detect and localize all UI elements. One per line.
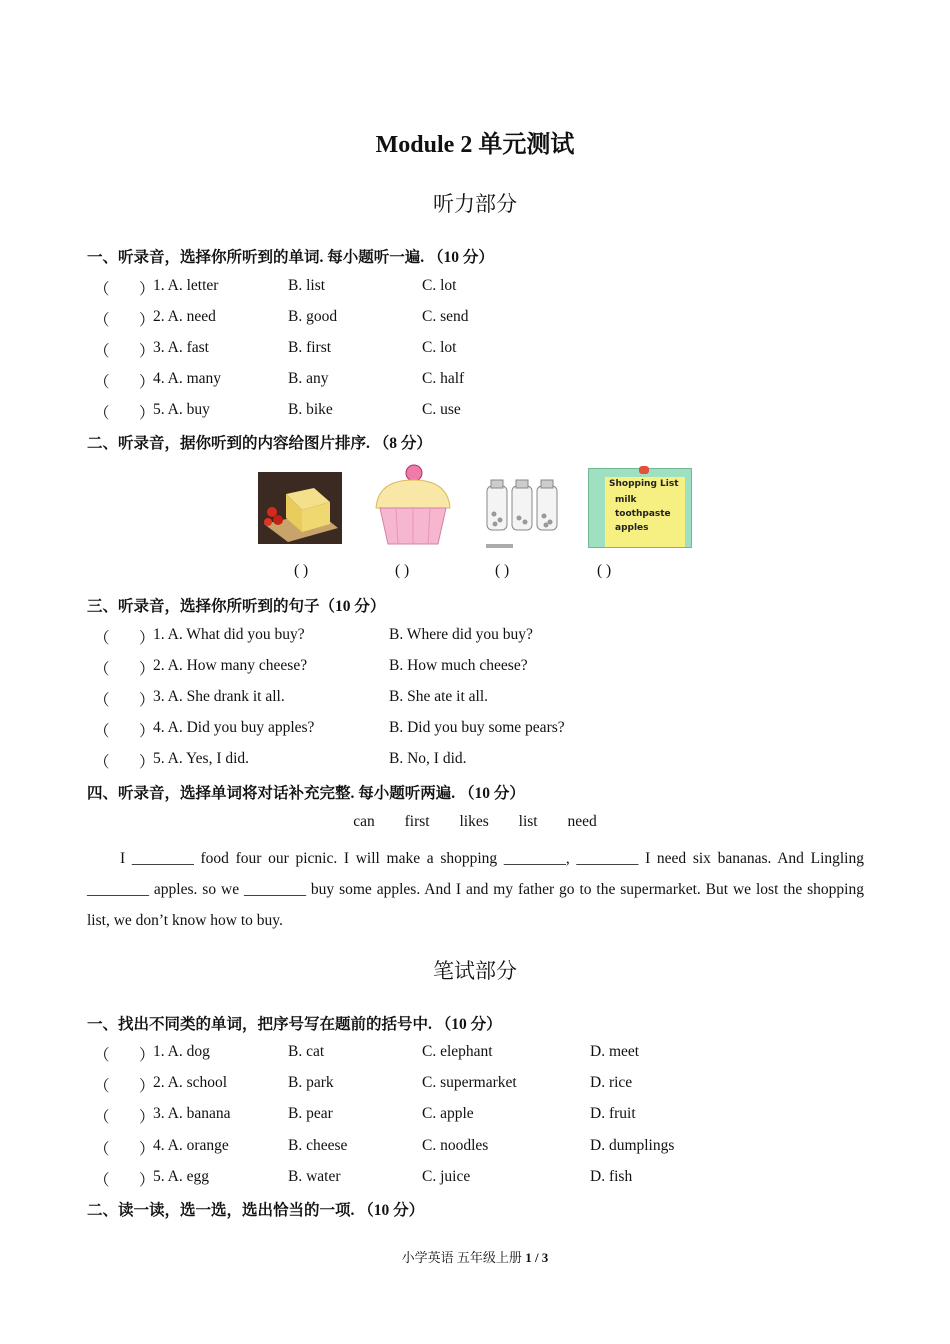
option-b: B. good bbox=[288, 308, 338, 325]
question-row bbox=[94, 401, 894, 423]
pin-icon bbox=[639, 466, 649, 474]
answer-paren-open[interactable]: （ bbox=[94, 343, 110, 360]
option-a: 2. A. need bbox=[153, 308, 216, 325]
shopping-list-picture bbox=[588, 468, 692, 548]
option-c: C. noodles bbox=[422, 1137, 489, 1154]
answer-paren-open[interactable]: （ bbox=[94, 1078, 110, 1095]
picture-order-blank[interactable]: ( ) bbox=[294, 562, 309, 579]
option-a: 5. A. egg bbox=[153, 1168, 209, 1185]
answer-paren-close: ） bbox=[139, 692, 155, 709]
shopping-list-item: milk bbox=[615, 495, 637, 505]
word-bank-item: need bbox=[567, 813, 597, 830]
option-b: B. bike bbox=[288, 401, 333, 418]
option-d: D. rice bbox=[590, 1074, 633, 1091]
cupcake-picture bbox=[370, 464, 456, 553]
section-heading: 三、听录音，选择你所听到的句子（10 分） bbox=[87, 598, 386, 615]
cheese-picture bbox=[258, 472, 342, 549]
answer-paren-close: ） bbox=[139, 1172, 155, 1189]
question-row bbox=[94, 1043, 894, 1065]
answer-paren-open[interactable]: （ bbox=[94, 281, 110, 298]
answer-paren-open[interactable]: （ bbox=[94, 723, 110, 740]
option-a: 4. A. orange bbox=[153, 1137, 229, 1154]
answer-paren-open[interactable]: （ bbox=[94, 374, 110, 391]
answer-paren-close: ） bbox=[139, 630, 155, 647]
section-heading: 二、听录音，据你听到的内容给图片排序. （8 分） bbox=[87, 435, 432, 452]
option-b: B. any bbox=[288, 370, 329, 387]
page-number: 1 / 3 bbox=[525, 1250, 549, 1265]
question-row bbox=[94, 626, 894, 648]
question-row bbox=[94, 1105, 894, 1127]
answer-paren-close: ） bbox=[139, 754, 155, 771]
section-heading: 四、听录音，选择单词将对话补充完整. 每小题听两遍. （10 分） bbox=[87, 785, 525, 802]
answer-paren-open[interactable]: （ bbox=[94, 1172, 110, 1189]
question-row bbox=[94, 750, 894, 772]
option-d: D. dumplings bbox=[590, 1137, 675, 1154]
option-a: 2. A. How many cheese? bbox=[153, 657, 308, 674]
option-b: B. How much cheese? bbox=[389, 657, 528, 674]
answer-paren-open[interactable]: （ bbox=[94, 661, 110, 678]
answer-paren-close: ） bbox=[139, 1047, 155, 1064]
section-heading: 一、听录音，选择你所听到的单词. 每小题听一遍. （10 分） bbox=[87, 249, 494, 266]
option-b: B. Where did you buy? bbox=[389, 626, 533, 643]
cloze-passage: I ________ food four our picnic. I will make a shopping ________, ________ I need six bananas. And Lingling ________ apples. so we ________ buy some apples. And I and my father go to the supermarket. But we lost the shopping list, we don’t know how to buy. bbox=[87, 850, 864, 929]
option-d: D. fruit bbox=[590, 1105, 636, 1122]
shopping-list-item: apples bbox=[615, 523, 649, 533]
answer-paren-open[interactable]: （ bbox=[94, 1141, 110, 1158]
answer-paren-close: ） bbox=[139, 343, 155, 360]
word-bank bbox=[0, 813, 950, 831]
writing-part-title: 笔试部分 bbox=[433, 959, 517, 983]
picture-order-blank[interactable]: ( ) bbox=[395, 562, 410, 579]
option-b: B. She ate it all. bbox=[389, 688, 489, 705]
answer-paren-open[interactable]: （ bbox=[94, 312, 110, 329]
option-a: 4. A. many bbox=[153, 370, 222, 387]
option-c: C. lot bbox=[422, 339, 457, 356]
question-row bbox=[94, 277, 894, 299]
answer-paren-close: ） bbox=[139, 1141, 155, 1158]
question-row bbox=[94, 657, 894, 679]
page-footer bbox=[0, 1247, 950, 1266]
option-b: B. No, I did. bbox=[389, 750, 467, 767]
option-d: D. fish bbox=[590, 1168, 633, 1185]
question-row bbox=[94, 1137, 894, 1159]
question-row bbox=[94, 1168, 894, 1190]
section-heading: 二、读一读，选一选，选出恰当的一项. （10 分） bbox=[87, 1202, 425, 1219]
answer-paren-close: ） bbox=[139, 661, 155, 678]
answer-paren-close: ） bbox=[139, 281, 155, 298]
shopping-list-title: Shopping List bbox=[609, 479, 679, 489]
option-b: B. pear bbox=[288, 1105, 333, 1122]
option-a: 3. A. She drank it all. bbox=[153, 688, 285, 705]
option-c: C. half bbox=[422, 370, 465, 387]
page-title: Module 2 单元测试 bbox=[375, 132, 575, 158]
option-b: B. cheese bbox=[288, 1137, 348, 1154]
answer-paren-open[interactable]: （ bbox=[94, 405, 110, 422]
answer-paren-open[interactable]: （ bbox=[94, 1047, 110, 1064]
option-a: 3. A. fast bbox=[153, 339, 209, 356]
answer-paren-open[interactable]: （ bbox=[94, 1109, 110, 1126]
option-a: 1. A. What did you buy? bbox=[153, 626, 305, 643]
jars-picture bbox=[485, 478, 559, 555]
option-b: B. cat bbox=[288, 1043, 325, 1060]
option-b: B. first bbox=[288, 339, 332, 356]
option-a: 5. A. Yes, I did. bbox=[153, 750, 250, 767]
option-c: C. juice bbox=[422, 1168, 471, 1185]
option-d: D. meet bbox=[590, 1043, 640, 1060]
word-bank-item: can bbox=[353, 813, 375, 830]
footer-text: 小学英语 五年级上册 bbox=[401, 1250, 526, 1265]
option-c: C. elephant bbox=[422, 1043, 493, 1060]
question-row bbox=[94, 1074, 894, 1096]
question-row bbox=[94, 308, 894, 330]
answer-paren-close: ） bbox=[139, 1109, 155, 1126]
answer-paren-open[interactable]: （ bbox=[94, 630, 110, 647]
question-row bbox=[94, 719, 894, 741]
answer-paren-close: ） bbox=[139, 405, 155, 422]
picture-order-blank[interactable]: ( ) bbox=[597, 562, 612, 579]
option-a: 5. A. buy bbox=[153, 401, 210, 418]
option-c: C. lot bbox=[422, 277, 457, 294]
word-bank-item: likes bbox=[459, 813, 489, 830]
option-c: C. use bbox=[422, 401, 461, 418]
question-row bbox=[94, 339, 894, 361]
option-c: C. apple bbox=[422, 1105, 474, 1122]
option-c: C. supermarket bbox=[422, 1074, 517, 1091]
word-bank-item: list bbox=[518, 813, 538, 830]
option-b: B. park bbox=[288, 1074, 334, 1091]
listening-part-title: 听力部分 bbox=[433, 192, 517, 216]
answer-paren-open[interactable]: （ bbox=[94, 692, 110, 709]
picture-order-blank[interactable]: ( ) bbox=[495, 562, 510, 579]
question-row bbox=[94, 688, 894, 710]
option-a: 4. A. Did you buy apples? bbox=[153, 719, 315, 736]
option-c: C. send bbox=[422, 308, 469, 325]
answer-paren-open[interactable]: （ bbox=[94, 754, 110, 771]
option-a: 1. A. dog bbox=[153, 1043, 210, 1060]
option-a: 3. A. banana bbox=[153, 1105, 231, 1122]
shopping-list-item: toothpaste bbox=[615, 509, 671, 519]
option-b: B. Did you buy some pears? bbox=[389, 719, 565, 736]
option-a: 1. A. letter bbox=[153, 277, 219, 294]
answer-paren-close: ） bbox=[139, 1078, 155, 1095]
section-heading: 一、找出不同类的单词，把序号写在题前的括号中. （10 分） bbox=[87, 1016, 502, 1033]
answer-paren-close: ） bbox=[139, 312, 155, 329]
option-a: 2. A. school bbox=[153, 1074, 228, 1091]
word-bank-item: first bbox=[404, 813, 430, 830]
option-b: B. water bbox=[288, 1168, 341, 1185]
option-b: B. list bbox=[288, 277, 326, 294]
answer-paren-close: ） bbox=[139, 723, 155, 740]
question-row bbox=[94, 370, 894, 392]
answer-paren-close: ） bbox=[139, 374, 155, 391]
